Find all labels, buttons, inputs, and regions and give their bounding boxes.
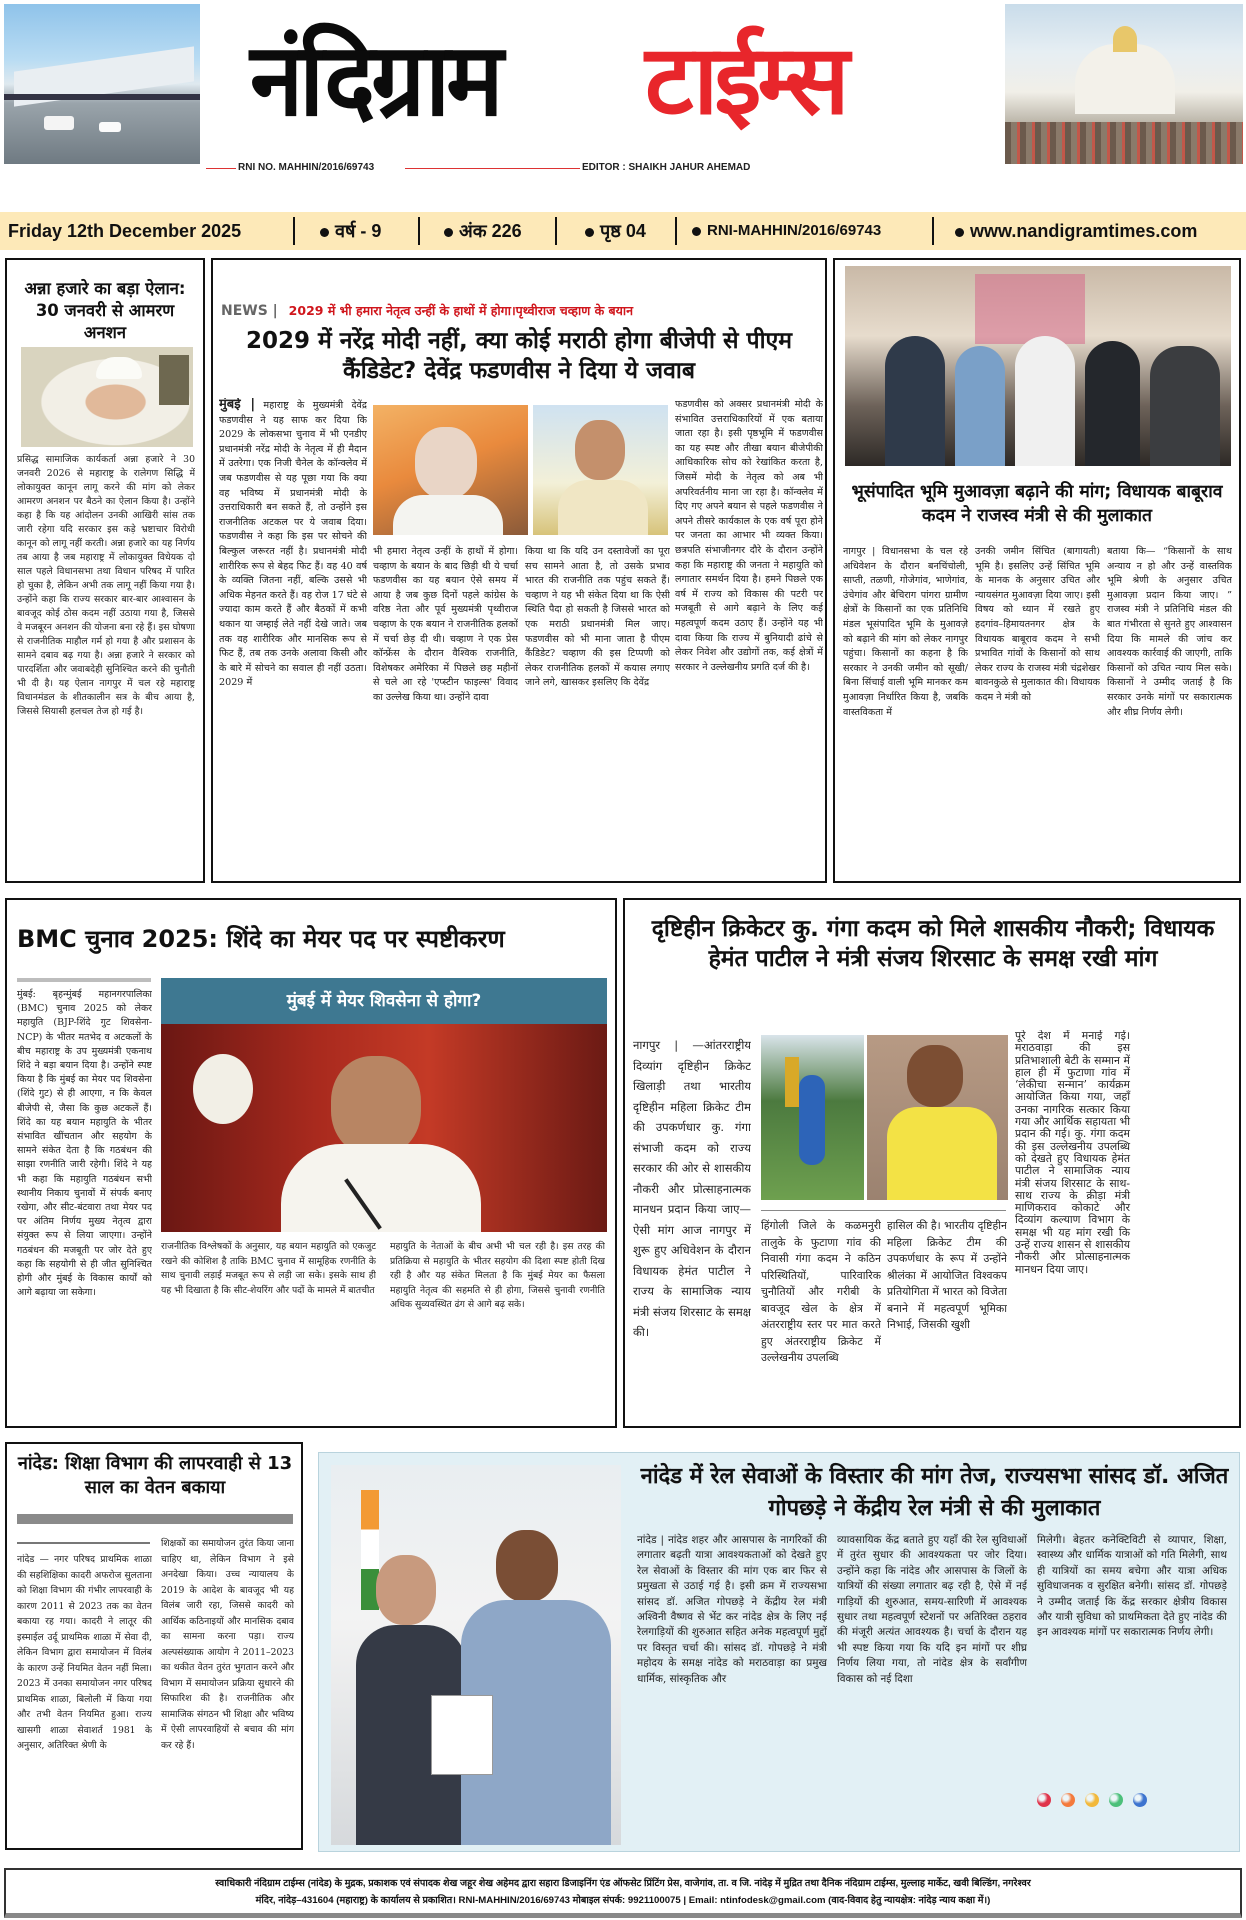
- news-label: NEWS |: [221, 303, 278, 319]
- website-link[interactable]: [955, 212, 1197, 250]
- website-text[interactable]: www.nandigramtimes.com: [970, 221, 1198, 241]
- column-3: [1037, 1533, 1227, 1763]
- anna-hazare-photo: [21, 347, 193, 447]
- column-1: [637, 1533, 827, 1843]
- masthead-title-black: नंदिग्राम: [250, 20, 500, 139]
- article-body: प्रसिद्ध सामाजिक कार्यकर्ता अन्ना हजारे ने 30 जनवरी 2026 से महाराष्ट्र के रालेगण सिद्धि में लोकायुक्त कानून लागू करने की मांग को लेकर आमरण अनशन पर बैठने का ऐलान किया है। उन्होंने कहा है कि यह आंदोलन उनकी आखिरी सांस तक जारी रहेगा यदि सरकार इस कड़े भ्रष्टाचार विरोधी कानून को लागू नहीं करती। अन्ना हजारे का यह निर्णय तब आया है जब महाराष्ट्र में लोकायुक्त विधेयक दो साल पहले विधानसभा तथा विधान परिषद में पारित हो चुका है, लेकिन अभी तक लागू नहीं किया गया है। उन्होंने कहा कि राज्य सरकार बार-बार आश्वासन के बावजूद कोई ठोस कदम नहीं उठाया गया है, जिससे वे मजबूरन अनशन की योजना बना रहे हैं। इस घोषणा से राजनीतिक माहौल गर्म हो गया है और प्रशासन के सामने दबाव बढ़ गया है। अन्ना हजारे ने सरकार को पारदर्शिता और जवाबदेही सुनिश्चित करने की चुनौती भी दी है। यह ऐलान नागपुर में चल रहे महाराष्ट्र विधानमंडल के शीतकालीन सत्र के बीच आया है, जिससे सियासी हलचल तेज हो गई है।: [17, 454, 195, 717]
- column-text: पूरे देश में मनाई गई। मराठवाड़ा की इस प्रतिभाशाली बेटी के सम्मान में हाल ही में फुटाणा गांव में ‘लेकीचा सन्मान’ कार्यक्रम आयोजित किया गया, जहाँ उनका नागरिक सत्कार किया गया और आर्थिक सहायता भी प्रदान की गई। कु. गंगा कदम की इस उल्लेखनीय उपलब्धि को देखते हुए विधायक हेमंत पाटील ने सामाजिक न्याय मंत्री संजय शिरसाट के साथ-साथ राज्य के क्रीड़ा मंत्री माणिकराव कोकाटे और दिव्यांग कल्याण विभाग के समक्ष भी यह मांग रखी कि उन्हें राज्य शासन से शासकीय नौकरी और प्रोत्साहनात्मक मानधन दिया जाए।: [1015, 1030, 1130, 1276]
- hemant-patil-photo: [867, 1035, 1008, 1200]
- article-modi-fadnavis: [211, 258, 827, 883]
- color-dot: [1133, 1793, 1147, 1807]
- column-text: नागपुर | —आंतरराष्ट्रीय दिव्यांग दृष्टिहीन क्रिकेट खिलाड़ी तथा भारतीय दृष्टिहीन महिला क्रिकेट टीम की उपकर्णधार कु. गंगा संभाजी कदम को राज्य सरकार की ओर से शासकीय नौकरी और प्रोत्साहनात्मक मानधन प्रदान किया जाए—ऐसी मांग आज नागपुर में शुरू हुए अधिवेशन के दौरान विधायक हेमंत पाटील ने राज्य के सामाजिक न्याय मंत्री संजय शिरसाट के समक्ष की।: [633, 1038, 751, 1339]
- article-rail-services: [318, 1452, 1240, 1852]
- column-3: [390, 1240, 605, 1420]
- column-text: उनकी जमीन सिंचित (बागायती) भूमि है। इसलिए उन्हें सिंचित भूमि के मानक के अनुसार उचित और न्यायसंगत मुआवज़ा दिया जाए। इसी विषय को ध्यान में रखते हुए हदगांव–हिमायतनगर क्षेत्र के विधायक बाबूराव कदम ने सभी प्रभावित गांवों के किसानों को साथ लेकर राज्य के राजस्व मंत्री चंद्रशेखर बावनकुळे से मुलाकात की। विधायक कदम ने मंत्री को: [975, 546, 1100, 703]
- column-2: [761, 1218, 881, 1418]
- column-text: शिक्षकों का समायोजन तुरंत किया जाना चाहिए था, लेकिन विभाग ने इसे अनदेखा किया। उच्च न्यायालय के 2019 के आदेश के बावजूद भी यह विलंब जारी रहा, जिससे कादरी को आर्थिक कठिनाइयों और मानसिक दबाव का सामना करना पड़ा। राज्य अल्पसंख्याक आयोग ने 2011–2023 का थकीत वेतन तुरंत भुगतान करने और विभाग में समायोजन प्रक्रिया सुधारने की सिफारिश की है। राजनीतिक और सामाजिक संगठन भी शिक्षा और भविष्य में ऐसी लापरवाहियों से बचाव की मांग कर रहे हैं।: [161, 1538, 294, 1751]
- column-text: मिलेगी। बेहतर कनेक्टिविटी से व्यापार, शिक्षा, स्वास्थ्य और धार्मिक यात्राओं को गति मिलेगी, साथ ही यात्रियों का समय बचेगा और यात्रा अधिक सुविधाजनक व सुरक्षित बनेगी। सांसद डॉ. गोपछड़े ने उम्मीद जताई कि केंद्र सरकार क्षेत्रीय विकास और यात्री सुविधा को प्राथमिकता देते हुए नांदेड की इन आवश्यक मांगों पर सकारात्मक निर्णय लेगी।: [1037, 1534, 1227, 1639]
- issue-number-text: अंक 226: [459, 221, 522, 241]
- column-2: [373, 545, 518, 880]
- rni-label: RNI NO. MAHHIN/2016/69743: [238, 162, 375, 173]
- airport-photo: [4, 4, 200, 164]
- column-1: [843, 545, 968, 880]
- masthead-logo: [250, 10, 1000, 160]
- column-text: नांदेड | नांदेड शहर और आसपास के नागरिकों की लगातार बढ़ती यात्रा आवश्यकताओं को देखते हुए रेल सेवाओं के विस्तार की मांग एक बार फिर से प्रमुखता से उठाई गई है। इसी क्रम में राज्यसभा सांसद डॉ. अजित गोपछड़े ने केंद्रीय रेल मंत्री अश्विनी वैष्णव से भेंट कर नांदेड क्षेत्र के लिए नई रेलगाड़ियों की शुरुआत सहित अनेक महत्वपूर्ण मुद्दों पर विस्तृत चर्चा की। सांसद डॉ. गोपछड़े ने मंत्री महोदय के समक्ष नांदेड को मराठवाड़ा का प्रमुख धार्मिक, सांस्कृतिक और: [637, 1534, 827, 1685]
- divider-bar: [17, 1514, 293, 1524]
- headline: 2029 में नरेंद्र मोदी नहीं, क्या कोई मराठी होगा बीजेपी से पीएम कैंडिडेट? देवेंद्र फडणवीस ने दिया ये जवाब: [245, 328, 793, 384]
- column-text: हिंगोली जिले के कळमनुरी तालुके के फुटाणा गांव की निवासी गंगा कदम ने कठिन परिस्थितियों, पारिवारिक चुनौतियों और गरीबी के बावजूद खेल के क्षेत्र में अंतरराष्ट्रीय स्तर पर मात करते हुए अंतरराष्ट्रीय क्रिकेट में उल्लेखनीय उपलब्धि: [761, 1219, 881, 1364]
- meeting-photo: [845, 266, 1231, 466]
- rail-minister-meeting-photo: [331, 1465, 621, 1845]
- column-2: [161, 1240, 376, 1420]
- headline: भूसंपादित भूमि मुआवज़ा बढ़ाने की मांग; विधायक बाबूराव कदम ने राजस्व मंत्री से की मुलाकात: [851, 482, 1223, 526]
- column-3: [887, 1218, 1007, 1418]
- column-2: [837, 1533, 1027, 1843]
- bmc-banner: [161, 978, 607, 1024]
- volume-year-text: वर्ष - 9: [335, 221, 382, 241]
- headline: अन्ना हजारे का बड़ा ऐलान: 30 जनवरी से आमरण अनशन: [24, 279, 186, 342]
- column-1: [17, 1552, 152, 1842]
- column-text: बताया कि— “किसानों के साथ अन्याय न हो और उन्हें वास्तविक भूमि श्रेणी के अनुसार उचित मुआवज़ा प्रदान किया जाए। ” राजस्व मंत्री ने प्रतिनिधि मंडल की बात गंभीरता से सुनते हुए आश्वासन दिया कि मामले की जांच कर आवश्यक कार्रवाई की जाएगी, ताकि किसानों को उचित न्याय मिल सके। किसानों ने उम्मीद जताई है कि सरकार उनके मांगों पर सकारात्मक और शीघ्र निर्णय लेगी।: [1107, 546, 1232, 718]
- column-text: नागपुर | विधानसभा के चल रहे अधिवेशन के दौरान बनचिंचोली, साप्ती, तळणी, गोजेगांव, भाणेगांव, उंचेगांव और बेचिराग पांगरा ग्रामीण क्षेत्रों के किसानों का एक प्रतिनिधि मंडल भूसंपादित भूमि के मुआवज़े को बढ़ाने की मांग को लेकर नागपुर पहुंचा। किसानों का कहना है कि सरकार ने उनकी जमीन को सूखी/बिना सिंचाई वाली भूमि मानकर कम मुआवज़ा निर्धारित किया है, जबकि वास्तविकता में: [843, 546, 968, 718]
- column-text: मुंबई: बृहन्मुंबई महानगरपालिका (BMC) चुनाव 2025 को लेकर महायुति (BJP-शिंदे गुट शिवसेना-NCP) के भीतर मतभेद व अटकलों के बीच महाराष्ट्र के उप मुख्यमंत्री एकनाथ शिंदे ने बड़ा बयान दिया है। उन्होंने स्पष्ट किया है कि मुंबई का मेयर पद शिवसेना (शिंदे गुट) से ही आएगा, न कि केवल बीजेपी से, जैसा कि कुछ अटकलें हैं। शिंदे का यह बयान महायुति के भीतर संभावित खींचतान और सहयोग के सामने संकेत देता है कि गठबंधन की साझा रणनीति जारी रहेगी। शिंदे ने यह भी कहा कि महायुति गठबंधन सभी स्थानीय निकाय चुनावों में संपर्क बनाए रखेगा, और सीट-बंटवारा तथा मेयर पद पर अंतिम निर्णय मुख्य नेतृत्व द्वारा संयुक्त रूप से लिया जाएगा। उन्होंने गठबंधन की मजबूती पर जोर देते हुए कहा कि सहयोगी से ही जीत सुनिश्चित होगी और मुंबई के विकास कार्यों को आगे बढ़ाया जा सकेगा।: [17, 989, 152, 1299]
- headline: BMC चुनाव 2025: शिंदे का मेयर पद पर स्पष्टीकरण: [17, 925, 505, 953]
- cricketer-photo: [761, 1035, 864, 1200]
- rni-number: [692, 212, 881, 250]
- imprint-footer: [4, 1868, 1242, 1918]
- page-number: [585, 212, 646, 250]
- imprint-line-1: स्वाधिकारी नंदिग्राम टाईम्स (नांदेड) के मुद्रक, प्रकाशक एवं संपादक शेख जहूर शेख अहेमद द्वारा सहारा डिजाइनिंग एंड ऑफसेट प्रिंटिंग प्रेस, वाजेगांव, ता. व जि. नांदेड़ में मुद्रित तथा दैनिक नंदिग्राम टाईम्स, मुल्लाह मार्केट, खवी बिल्डिंग, नगरेश्वर: [215, 1878, 1031, 1889]
- column-1: [633, 1035, 751, 1420]
- headline: दृष्टिहीन क्रिकेटर कु. गंगा कदम को मिले शासकीय नौकरी; विधायक हेमंत पाटील ने मंत्री संजय शिरसाट के समक्ष रखी मांग: [651, 916, 1215, 972]
- color-dot: [1085, 1793, 1099, 1807]
- article-bmc-election: [5, 898, 617, 1428]
- column-text: राजनीतिक विश्लेषकों के अनुसार, यह बयान महायुति को एकजुट रखने की कोशिश है ताकि BMC चुनाव में सामूहिक रणनीति के साथ चुनावी लड़ाई मजबूत रूप से लड़ी जा सके। इसके साथ ही यह भी दिखाता है कि सीट-शेयरिंग और पदों के मामले में बातचीत: [161, 1241, 376, 1296]
- column-text: नांदेड — नगर परिषद प्राथमिक शाळा की सहशिक्षिका कादरी अफरोज सुलताना को शिक्षा विभाग की गंभीर लापरवाही के कारण 2011 से 2023 तक का वेतन बकाया रह गया। कादरी ने लातूर की इस्माईल उर्दू प्राथमिक शाळा में सेवा दी, लेकिन विभाग द्वारा समायोजन में विलंब के कारण उन्हें नियमित वेतन नहीं मिला। 2023 में उनका समायोजन नगर परिषद प्राथमिक शाळा, बिलोली में किया गया और तभी वेतन नियमित हुआ। राज्य खासगी शाळा सेवाशर्त 1981 के अनुसार, अतिरिक्त श्रेणी के: [17, 1554, 152, 1751]
- masthead-title-red: टाईम्स: [645, 23, 846, 136]
- column-text: किया था कि यदि उन दस्तावेजों का पूरा सच सामने आता है, तो उसके प्रभाव भारत की राजनीति तक पहुंच सकते हैं। चव्हाण ने यह भी संकेत दिया था कि ऐसी स्थिति पैदा हो सकती है जिससे भारत को एक मराठी प्रधानमंत्री मिल जाए। फडणवीस को भी माना जाता है पीएम कैंडिडेट? चव्हाण की इस टिप्पणी को लेकर राजनीतिक हलकों में कयास लगाए जाने लगे, खासकर इसलिए कि देवेंद्र: [525, 546, 670, 689]
- article-land-compensation: [833, 258, 1241, 883]
- article-teacher-salary: [5, 1442, 303, 1850]
- kicker: 2029 में भी हमारा नेतृत्व उन्हीं के हाथों में होगा।पृथ्वीराज चव्हाण के बयान: [288, 303, 634, 318]
- column-3: [525, 545, 670, 880]
- color-dot: [1109, 1793, 1123, 1807]
- issue-number: [444, 212, 522, 250]
- decorative-dots: [1037, 1793, 1187, 1813]
- imprint-line-2: मंदिर, नांदेड़–431604 (महाराष्ट्र) के कार्यालय से प्रकाशित। RNI-MAHHIN/2016/69743 मोबाइल संपर्क: 9921100075 | Email: ntinfodesk@gmail.com (वाद-विवाद हेतु न्यायक्षेत्र: नांदेड़ न्याय कक्षा में।): [255, 1895, 991, 1906]
- color-dot: [1061, 1793, 1075, 1807]
- color-dot: [1037, 1793, 1051, 1807]
- gurudwara-photo: [1005, 4, 1243, 164]
- column-1: [17, 988, 152, 1418]
- editor-label: EDITOR : SHAIKH JAHUR AHEMAD: [582, 162, 751, 173]
- issue-date: Friday 12th December 2025: [8, 221, 242, 241]
- column-text: फडणवीस को अक्सर प्रधानमंत्री मोदी के संभावित उत्तराधिकारियों में एक बताया जाता रहा है। इसी पृष्ठभूमि में फडणवीस का यह स्पष्ट और तीखा बयान बीजेपीकी आधिकारिक सोच को रेखांकित करता है, जिसमें मोदी के नेतृत्व को अब भी अपरिवर्तनीय माना जा रहा है। कॉन्क्लेव में दिए गए अपने बयान से पहले फडणवीस ने अपने तीसरे कार्यकाल के एक वर्ष पूरा होने पर जनता का आभार भी व्यक्त किया। छत्रपति संभाजीनगर दौरे के दौरान उन्होंने कहा कि महाराष्ट्र की जनता ने महायुति को लगातार समर्थन दिया है। हमने पिछले एक वर्ष में राज्य को विकास की पटरी पर मजबूती से आगे बढ़ाने के लिए कई महत्वपूर्ण कदम उठाए हैं। उन्होंने यह भी दावा किया कि राज्य में बुनियादी ढांचे से लेकर निवेश और उद्योगों तक, कई क्षेत्रों में सरकार ने उल्लेखनीय प्रगति दर्ज की है।: [675, 399, 823, 673]
- modi-photo: [373, 405, 528, 535]
- dateline: मुंबई |: [219, 398, 256, 412]
- headline: नांदेड: शिक्षा विभाग की लापरवाही से 13 साल का वेतन बकाया: [17, 1453, 293, 1498]
- article-blind-cricketer: [623, 898, 1241, 1428]
- volume-year: [320, 212, 381, 250]
- column-text: भी हमारा नेतृत्व उन्हीं के हाथों में होगा। चव्हाण के बयान के बाद छिड़ी थी ये चर्चा फडणवीस का यह बयान ऐसे समय में आया है जब कुछ दिनों पहले कांग्रेस के वरिष्ठ नेता और पूर्व मुख्यमंत्री पृथ्वीराज चव्हाण के एक बयान ने राजनीतिक हलकों में चर्चा छेड़ दी थी। चव्हाण ने एक प्रेस कॉन्फ्रेंस के दौरान वैश्विक राजनीति, विशेषकर अमेरिका में पिछले छह महीनों से चले आ रहे 'एप्स्टीन फाइल्स' विवाद का उल्लेख किया था। उन्होंने दावा: [373, 546, 518, 703]
- column-text: हासिल की है। भारतीय दृष्टिहीन महिला क्रिकेट टीम की उपकर्णधार के रूप में उन्होंने श्रीलंका में आयोजित विश्वकप प्रतियोगिता में भारत को विजेता बनाने में महत्वपूर्ण भूमिका निभाई, जिसकी खुशी: [887, 1219, 1007, 1331]
- column-text: महाराष्ट्र के मुख्यमंत्री देवेंद्र फडणवीस ने यह साफ कर दिया कि 2029 के लोकसभा चुनाव में भी एनडीए प्रधानमंत्री नरेंद्र मोदी के नेतृत्व में ही मैदान में उतरेगा। एक निजी चैनेल के कॉन्क्लेव में जब फडणवीस से यह पूछा गया कि क्या वह भविष्य में प्रधानमंत्री मोदी के उत्तराधिकारी बन सकते हैं, तो उन्होंने इस राजनीतिक अटकल पर ये जवाब दिया। फडणवीस ने कहा कि इस पर सोचने की बिल्कुल जरूरत नहीं है। प्रधानमंत्री मोदी शारीरिक रूप से बेहद फिट हैं। वह 40 वर्ष के व्यक्ति जितना नहीं, बल्कि उससे भी अधिक मेहनत करते हैं। वह रोज 17 घंटे से ज्यादा काम करते हैं और बैठकों में कभी थकान या जम्हाई लेते नहीं देखे जाते। जब तक वह शारीरिक और मानसिक रूप से फिट हैं, तब तक उनके अलावा किसी और के बारे में सोचने का सवाल ही नहीं उठता। 2029 में: [219, 400, 367, 689]
- fadnavis-photo: [533, 405, 668, 535]
- headline: नांदेड में रेल सेवाओं के विस्तार की मांग तेज, राज्यसभा सांसद डॉ. अजित गोपछड़े ने केंद्रीय रेल मंत्री से की मुलाकात: [640, 1464, 1229, 1521]
- date-bar: [0, 212, 1246, 250]
- eknath-shinde-photo: [161, 1024, 607, 1232]
- column-text: व्यावसायिक केंद्र बताते हुए यहाँ की रेल सुविधाओं में तुरंत सुधार की आवश्यकता पर जोर दिया। उन्होंने कहा कि नांदेड और आसपास के जिलों के यात्रियों की संख्या लगातार बढ़ रही है, ऐसे में नई गाड़ियों की शुरुआत, समय-सारिणी में आवश्यक सुधार तथा महत्वपूर्ण स्टेशनों पर अतिरिक्त ठहराव की मंजूरी अत्यंत आवश्यक है। चर्चा के दौरान यह भी स्पष्ट किया गया कि यदि इन मांगों पर शीघ्र निर्णय लिया गया, तो नांदेड क्षेत्र के सर्वांगीण विकास को नई दिशा: [837, 1534, 1027, 1685]
- page-number-text: पृष्ठ 04: [600, 221, 646, 241]
- column-1: [219, 398, 367, 878]
- column-text: महायुति के नेताओं के बीच अभी भी चल रही है। इस तरह की प्रतिक्रिया से महायुति के भीतर सहयोग की दिशा स्पष्ट होती दिख रही है और यह संकेत मिलता है कि मुंबई मेयर का फैसला महायुति नेतृत्व की सहमति से ही होगा, जिससे चुनावी रणनीति अधिक सुव्यवस्थित ढंग से आगे बढ़ सके।: [390, 1241, 605, 1311]
- banner-text: मुंबई में मेयर शिवसेना से होगा?: [286, 991, 482, 1011]
- column-2: [161, 1536, 294, 1842]
- article-anna-hazare: [5, 258, 205, 883]
- column-2: [975, 545, 1100, 880]
- column-3: [1107, 545, 1232, 880]
- column-4: [1015, 1030, 1235, 1420]
- rni-number-text: RNI-MAHHIN/2016/69743: [707, 222, 882, 239]
- column-4: [675, 398, 823, 878]
